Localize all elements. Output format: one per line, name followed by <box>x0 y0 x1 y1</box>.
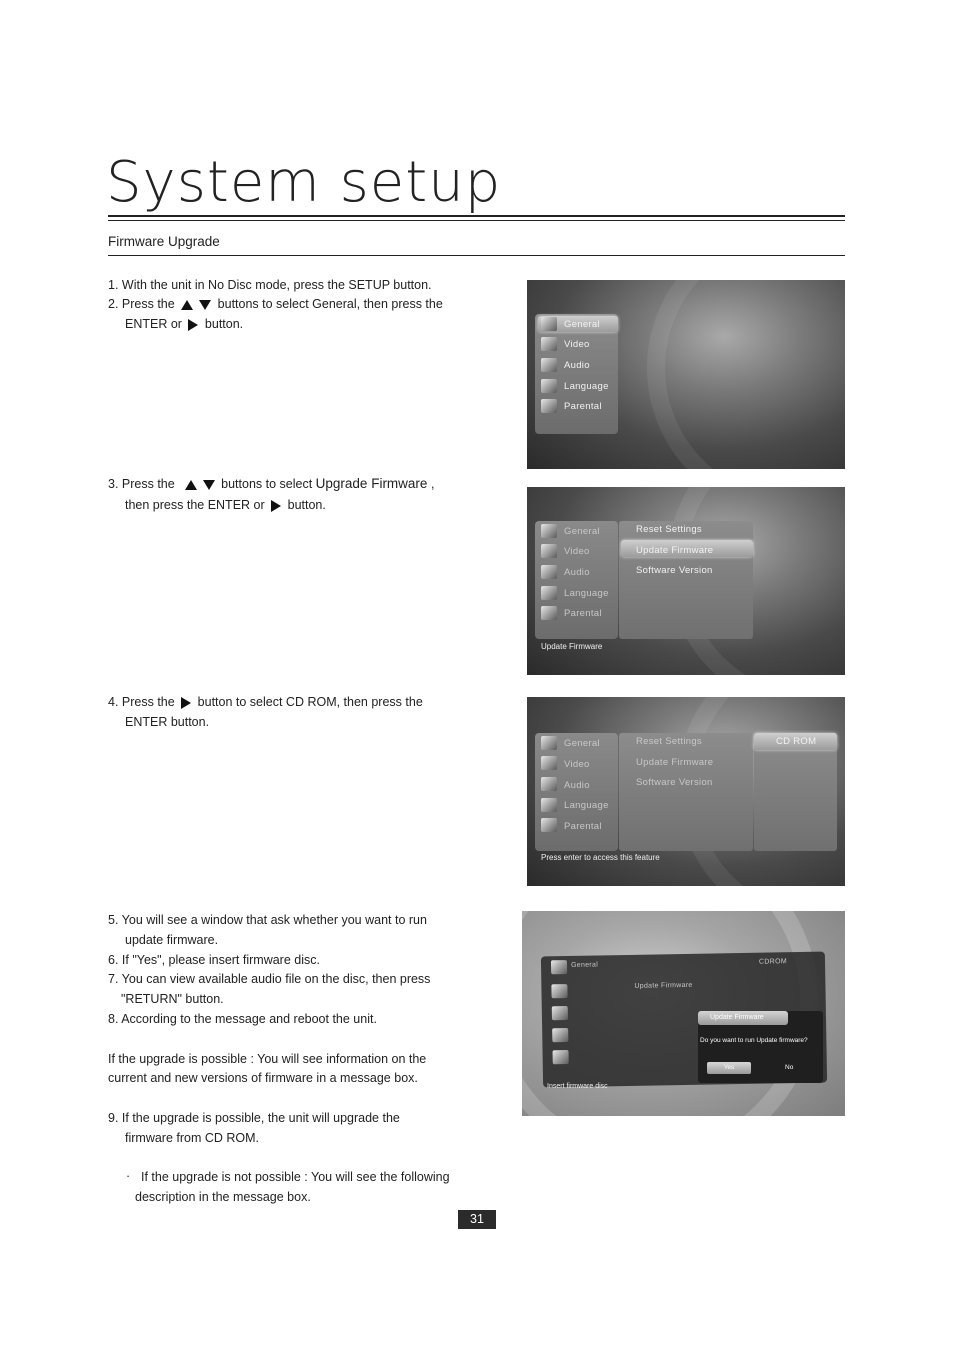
step-3-text: buttons to select <box>221 477 313 491</box>
audio-icon <box>541 358 557 372</box>
parental-icon <box>541 399 557 413</box>
audio-icon <box>552 1006 568 1020</box>
bullet-line-2: description in the message box. <box>135 1190 311 1204</box>
step-6: 6. If "Yes", please insert firmware disc. <box>108 953 320 967</box>
submenu-software-version[interactable]: Software Version <box>636 777 713 788</box>
step-9-cont: firmware from CD ROM. <box>125 1131 260 1145</box>
status-text: Press enter to access this feature <box>541 853 660 862</box>
language-icon <box>541 379 557 393</box>
step-3-text: then press the ENTER or <box>125 498 265 512</box>
up-arrow-icon <box>185 480 197 490</box>
option-cd-rom[interactable]: CD ROM <box>776 736 817 747</box>
general-submenu <box>619 521 753 639</box>
step-9: 9. If the upgrade is possible, the unit will upgrade the <box>108 1111 400 1125</box>
step-4-text: button to select CD ROM, then press the <box>197 695 423 709</box>
submenu-update-firmware[interactable]: Update Firmware <box>636 545 714 556</box>
option-cdrom[interactable]: CDROM <box>758 958 788 966</box>
step-7: 7. You can view available audio file on the disc, then press <box>108 972 431 986</box>
step-1: 1. With the unit in No Disc mode, press the SETUP button. <box>108 278 432 292</box>
step-3-emphasis: Upgrade Firmware <box>315 476 428 491</box>
step-4-text: 4. Press the <box>108 695 175 709</box>
menu-item-general[interactable]: General <box>564 738 600 749</box>
step-3-text: , <box>430 477 435 491</box>
general-icon <box>541 317 557 331</box>
yes-button[interactable]: Yes <box>707 1062 751 1074</box>
submenu-software-version[interactable]: Software Version <box>636 565 713 576</box>
parental-icon <box>541 818 557 832</box>
parental-icon <box>541 606 557 620</box>
general-icon <box>541 736 557 750</box>
language-icon <box>541 586 557 600</box>
menu-item-audio[interactable]: Audio <box>564 780 590 791</box>
submenu-update-firmware[interactable]: Update Firmware <box>634 981 693 990</box>
step-4-cont: ENTER button. <box>125 715 210 729</box>
video-icon <box>541 337 557 351</box>
menu-item-parental[interactable]: Parental <box>564 401 602 412</box>
step-2-text: button. <box>204 317 244 331</box>
no-button[interactable]: No <box>785 1064 794 1071</box>
step-2-text: buttons to select General, then press the <box>217 297 443 311</box>
status-text: Insert firmware disc <box>547 1083 608 1090</box>
menu-item-language[interactable]: Language <box>564 588 609 599</box>
page-title: System setup <box>106 150 502 215</box>
bullet-icon: · <box>126 1169 131 1183</box>
step-8: 8. According to the message and reboot the unit. <box>108 1012 377 1026</box>
screenshot-setup-menu <box>527 280 845 469</box>
submenu-update-firmware[interactable]: Update Firmware <box>636 757 714 768</box>
setup-menu <box>535 314 618 434</box>
step-3-text: 3. Press the <box>108 477 175 491</box>
menu-item-video[interactable]: Video <box>564 339 590 350</box>
setup-menu <box>535 733 618 851</box>
general-submenu <box>619 733 753 851</box>
step-3-cont <box>108 495 326 515</box>
submenu-reset-settings[interactable]: Reset Settings <box>636 524 702 535</box>
section-rule <box>108 255 845 256</box>
up-arrow-icon <box>181 300 193 310</box>
step-2 <box>108 294 443 314</box>
section-heading: Firmware Upgrade <box>108 234 220 249</box>
step-7-cont: "RETURN" button. <box>121 992 224 1006</box>
right-arrow-icon <box>188 319 198 331</box>
firmware-source-panel <box>754 733 837 851</box>
menu-item-general[interactable]: General <box>564 319 600 330</box>
title-rule-thin <box>108 220 845 221</box>
menu-item-general[interactable]: General <box>564 526 600 537</box>
menu-item-audio[interactable]: Audio <box>564 567 590 578</box>
swirl-decoration <box>647 280 845 469</box>
menu-item-video[interactable]: Video <box>564 546 590 557</box>
general-icon <box>551 960 567 974</box>
video-icon <box>541 544 557 558</box>
right-arrow-icon <box>181 697 191 709</box>
menu-item-video[interactable]: Video <box>564 759 590 770</box>
step-2-text: 2. Press the <box>108 297 175 311</box>
audio-icon <box>541 565 557 579</box>
menu-item-language[interactable]: Language <box>564 381 609 392</box>
dialog-question: Do you want to run Update firmware? <box>700 1037 808 1044</box>
screenshot-cdrom-option <box>527 697 845 886</box>
down-arrow-icon <box>203 480 215 490</box>
title-rule <box>108 215 845 217</box>
step-2-cont <box>108 314 243 334</box>
dialog-title: Update Firmware <box>698 1011 788 1025</box>
submenu-reset-settings[interactable]: Reset Settings <box>636 736 702 747</box>
bullet-line-1: If the upgrade is not possible : You will see the following <box>141 1170 450 1184</box>
parental-icon <box>553 1050 569 1064</box>
general-icon <box>541 524 557 538</box>
step-3 <box>108 474 434 494</box>
step-5: 5. You will see a window that ask whether you want to run <box>108 913 427 927</box>
step-3-text: button. <box>287 498 326 512</box>
down-arrow-icon <box>199 300 211 310</box>
menu-item-parental[interactable]: Parental <box>564 608 602 619</box>
menu-item-parental[interactable]: Parental <box>564 821 602 832</box>
language-icon <box>552 1028 568 1042</box>
menu-item-audio[interactable]: Audio <box>564 360 590 371</box>
video-icon <box>541 756 557 770</box>
menu-item-general[interactable]: General <box>570 961 599 969</box>
right-arrow-icon <box>271 500 281 512</box>
setup-menu <box>535 521 618 639</box>
note-line-2: current and new versions of firmware in a message box. <box>108 1071 418 1085</box>
note-line-1: If the upgrade is possible : You will see information on the <box>108 1052 427 1066</box>
video-icon <box>551 984 567 998</box>
status-text: Update Firmware <box>541 642 603 651</box>
screenshot-update-dialog <box>522 911 845 1116</box>
audio-icon <box>541 777 557 791</box>
page-number: 31 <box>458 1210 496 1229</box>
screenshot-general-submenu <box>527 487 845 675</box>
step-4 <box>108 692 423 712</box>
step-2-text: ENTER or <box>125 317 182 331</box>
step-5-cont: update firmware. <box>125 933 219 947</box>
update-dialog <box>698 1011 823 1083</box>
language-icon <box>541 798 557 812</box>
menu-item-language[interactable]: Language <box>564 800 609 811</box>
